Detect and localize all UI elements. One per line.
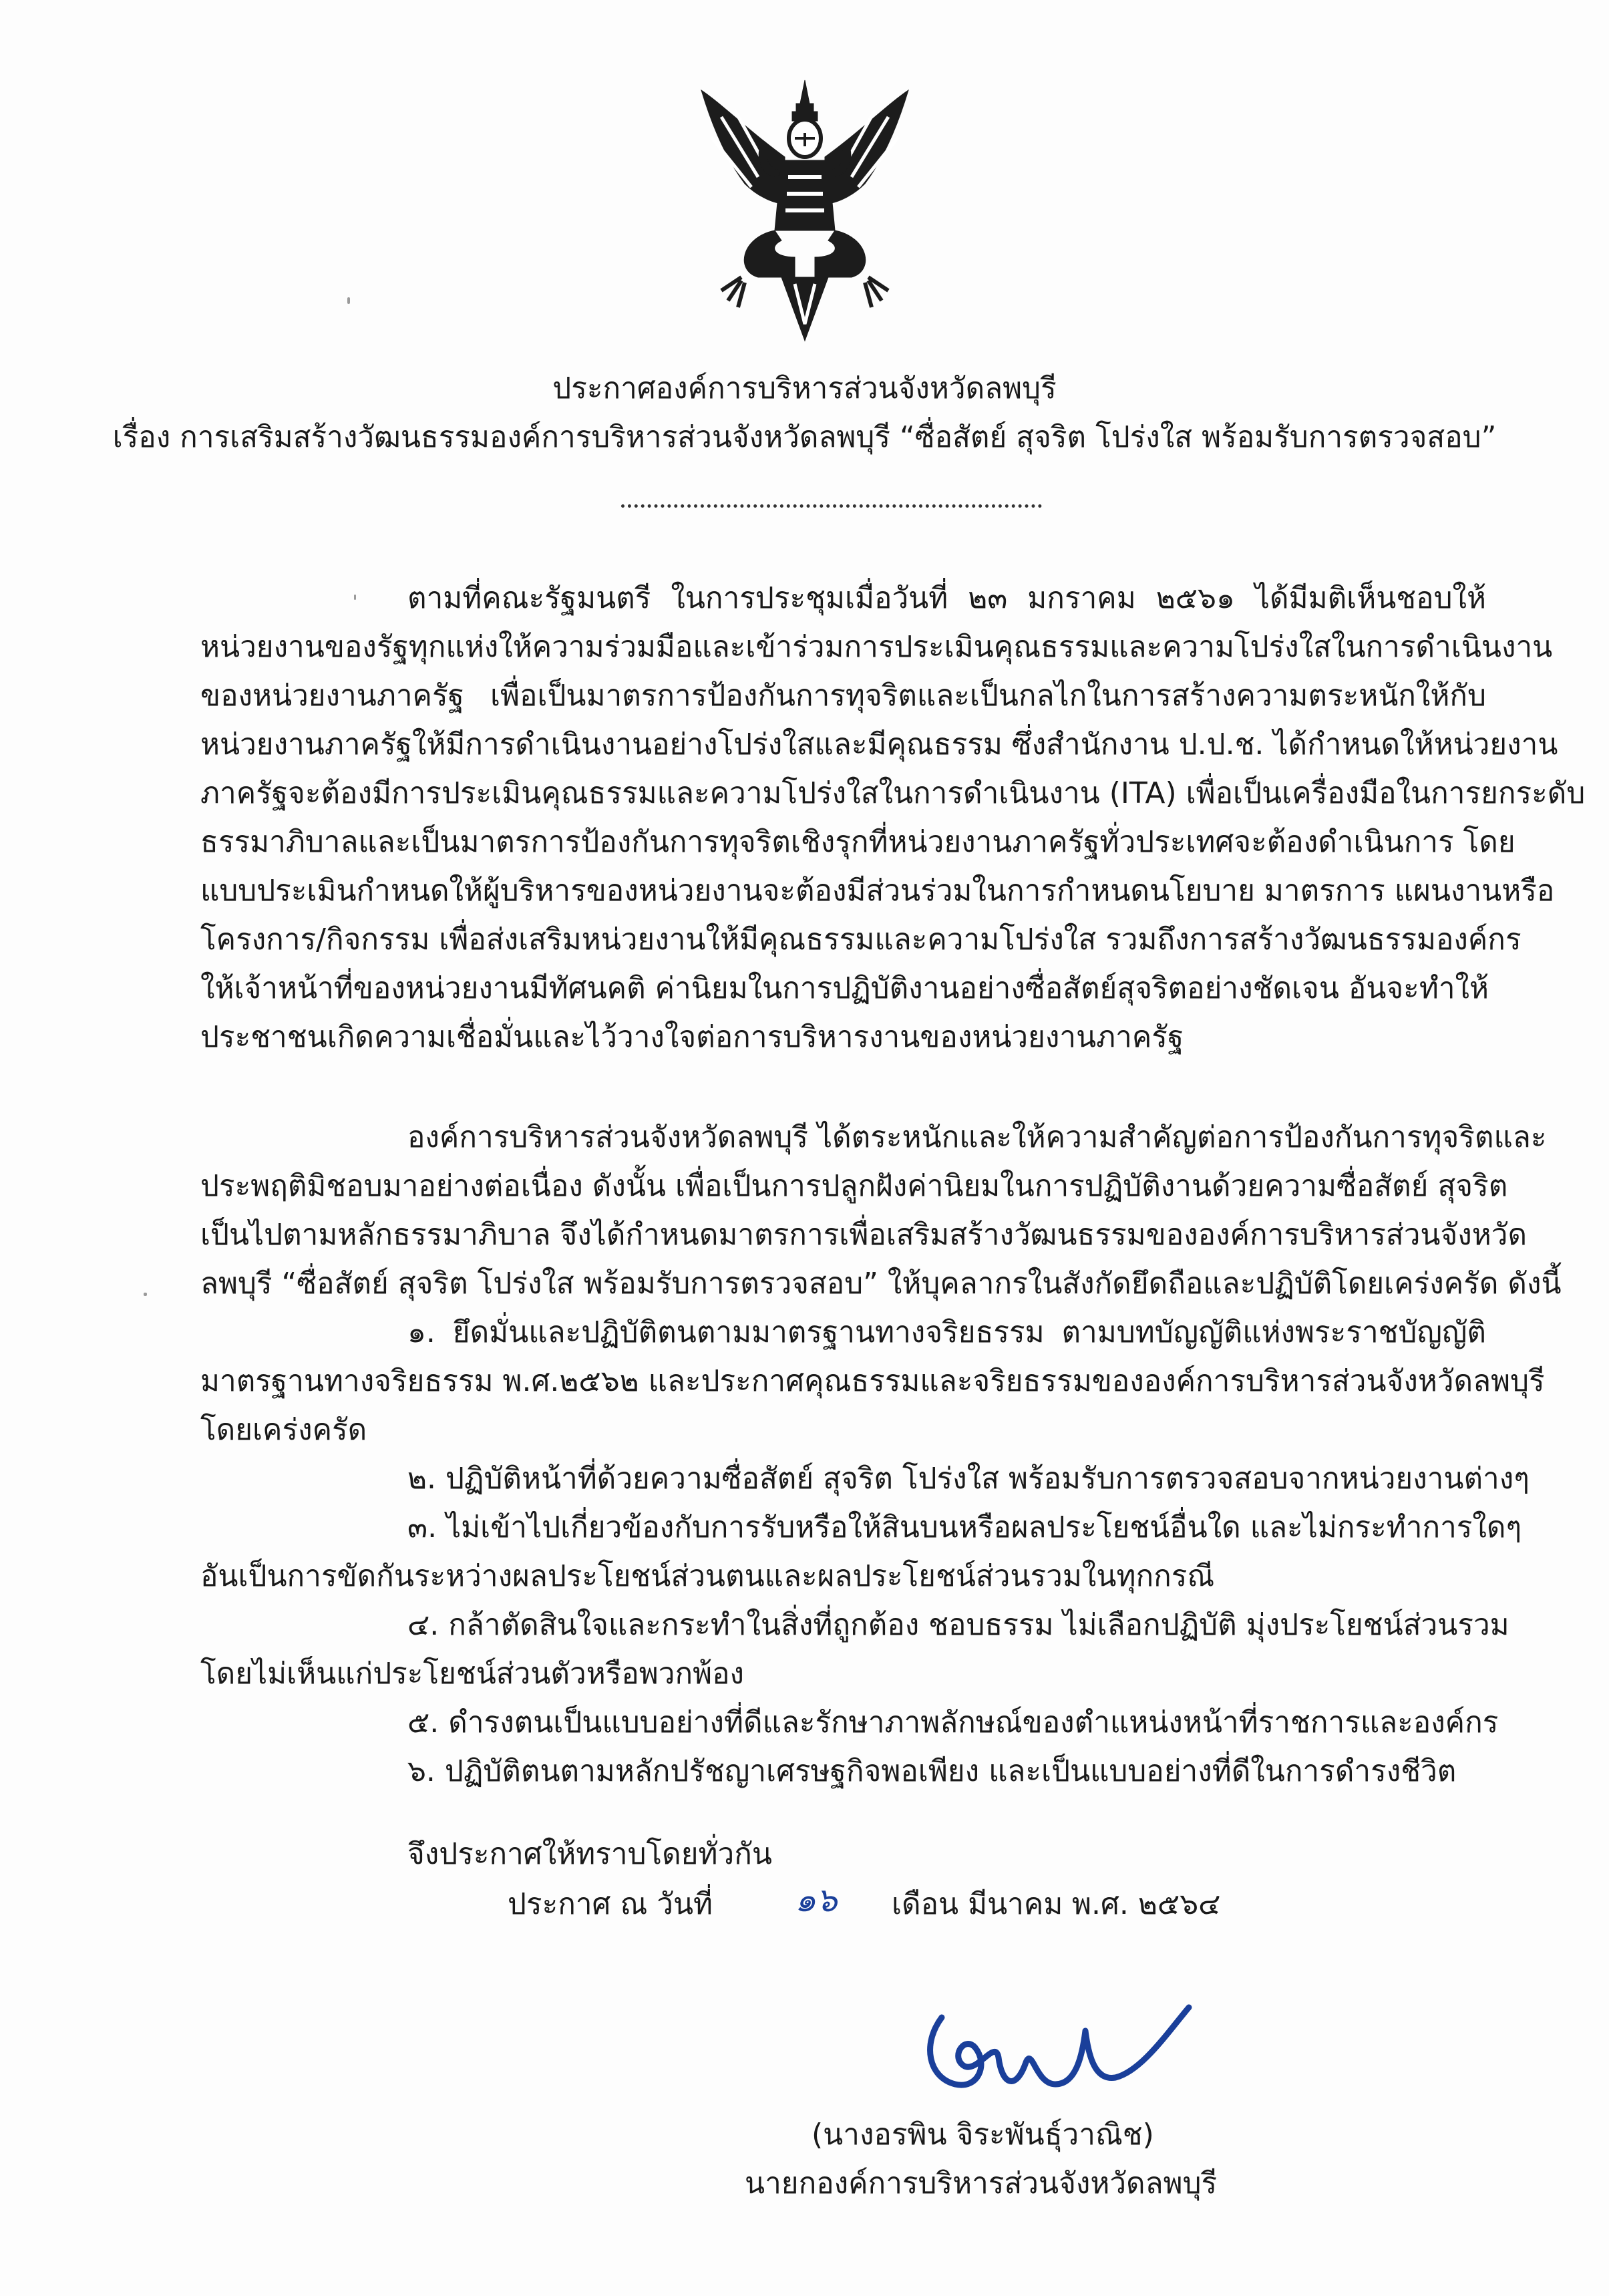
paragraph-1-line: ภาครัฐจะต้องมีการประเมินคุณธรรมและความโปร่งใสในการดำเนินงาน (ITA) เพื่อเป็นเครื่องมือในการยกระดับ [200, 776, 1586, 810]
paragraph-2-line: ประพฤติมิชอบมาอย่างต่อเนื่อง ดังนั้น เพื่อเป็นการปลูกฝังค่านิยมในการปฏิบัติงานด้วยความซื่อสัตย์ สุจริต [200, 1169, 1508, 1203]
paragraph-1-line: แบบประเมินกำหนดให้ผู้บริหารของหน่วยงานจะต้องมีส่วนร่วมในการกำหนดนโยบาย มาตรการ แผนงานหรือ [200, 874, 1555, 908]
measure-item-3: อันเป็นการขัดกันระหว่างผลประโยชน์ส่วนตนและผลประโยชน์ส่วนรวมในทุกกรณี [200, 1559, 1215, 1593]
paragraph-1-line: หน่วยงานภาครัฐให้มีการดำเนินงานอย่างโปร่งใสและมีคุณธรรม ซึ่งสำนักงาน ป.ป.ช. ได้กำหนดให้หน่วยงาน [200, 727, 1558, 762]
measure-item-4: ๔. กล้าตัดสินใจและกระทำในสิ่งที่ถูกต้อง ชอบธรรม ไม่เลือกปฏิบัติ มุ่งประโยชน์ส่วนรวม [407, 1608, 1509, 1642]
paragraph-1-line: โครงการ/กิจกรรม เพื่อส่งเสริมหน่วยงานให้มีคุณธรรมและความโปร่งใส รวมถึงการสร้างวัฒนธรรมองค์กร [200, 923, 1522, 957]
signature-icon [915, 1991, 1196, 2104]
measure-item-1: โดยเคร่งครัด [200, 1413, 367, 1447]
measure-item-4: โดยไม่เห็นแก่ประโยชน์ส่วนตัวหรือพวกพ้อง [200, 1657, 745, 1691]
closing-statement: จึงประกาศให้ทราบโดยทั่วกัน [407, 1837, 772, 1871]
paragraph-1-line: ประชาชนเกิดความเชื่อมั่นและไว้วางใจต่อการบริหารงานของหน่วยงานภาครัฐ [200, 1020, 1184, 1054]
paragraph-2-line: องค์การบริหารส่วนจังหวัดลพบุรี ได้ตระหนักและให้ความสำคัญต่อการป้องกันการทุจริตและ [407, 1120, 1547, 1154]
garuda-emblem-icon [695, 77, 915, 344]
date-year: พ.ศ. ๒๕๖๔ [1072, 1887, 1221, 1921]
paragraph-1-line: ของหน่วยงานภาครัฐ เพื่อเป็นมาตรการป้องกันการทุจริตและเป็นกลไกในการสร้างความตระหนักให้กับ [200, 679, 1486, 713]
scan-speck [347, 297, 350, 304]
paragraph-2-line: เป็นไปตามหลักธรรมาภิบาล จึงได้กำหนดมาตรการเพื่อเสริมสร้างวัฒนธรรมขององค์การบริหารส่วนจังหวัด [200, 1218, 1528, 1252]
paragraph-2-line: ลพบุรี “ซื่อสัตย์ สุจริต โปร่งใส พร้อมรับการตรวจสอบ” ให้บุคลากรในสังกัดยึดถือและปฏิบัติโดยเคร่งครัด ดังนี้ [200, 1267, 1562, 1301]
date-day-handwritten: ๑๖ [795, 1880, 838, 1919]
paragraph-1-line: หน่วยงานของรัฐทุกแห่งให้ความร่วมมือและเข้าร่วมการประเมินคุณธรรมและความโปร่งใสในการดำเนินงาน [200, 630, 1553, 664]
measure-item-1: มาตรฐานทางจริยธรรม พ.ศ.๒๕๖๒ และประกาศคุณธรรมและจริยธรรมขององค์การบริหารส่วนจังหวัดลพบุรี [200, 1364, 1545, 1398]
measure-item-3: ๓. ไม่เข้าไปเกี่ยวข้องกับการรับหรือให้สินบนหรือผลประโยชน์อื่นใด และไม่กระทำการใดๆ [407, 1510, 1522, 1544]
date-prefix: ประกาศ ณ วันที่ [508, 1887, 713, 1921]
measure-item-6: ๖. ปฏิบัติตนตามหลักปรัชญาเศรษฐกิจพอเพียง และเป็นแบบอย่างที่ดีในการดำรงชีวิต [407, 1754, 1457, 1788]
paragraph-1-line: ธรรมาภิบาลและเป็นมาตรการป้องกันการทุจริตเชิงรุกที่หน่วยงานภาครัฐทั่วประเทศจะต้องดำเนินการ โดย [200, 825, 1515, 859]
dotted-divider [621, 504, 1042, 508]
paragraph-1-line: ตามที่คณะรัฐมนตรี ในการประชุมเมื่อวันที่ ๒๓ มกราคม ๒๕๖๑ ได้มีมติเห็นชอบให้ [407, 581, 1486, 615]
scan-speck [354, 595, 356, 600]
announcement-title: ประกาศองค์การบริหารส่วนจังหวัดลพบุรี [552, 371, 1057, 405]
signatory-name: (นางอรพิน จิระพันธุ์วาณิช) [812, 2118, 1154, 2152]
paragraph-1-line: ให้เจ้าหน้าที่ของหน่วยงานมีทัศนคติ ค่านิยมในการปฏิบัติงานอย่างซื่อสัตย์สุจริตอย่างชัดเจน อันจะทำให้ [200, 971, 1489, 1005]
measure-item-5: ๕. ดำรงตนเป็นแบบอย่างที่ดีและรักษาภาพลักษณ์ของตำแหน่งหน้าที่ราชการและองค์กร [407, 1705, 1499, 1740]
measure-item-1: ๑. ยึดมั่นและปฏิบัติตนตามมาตรฐานทางจริยธรรม ตามบทบัญญัติแห่งพระราชบัญญัติ [407, 1315, 1486, 1349]
signatory-position: นายกองค์การบริหารส่วนจังหวัดลพบุรี [745, 2166, 1218, 2200]
measure-item-2: ๒. ปฏิบัติหน้าที่ด้วยความซื่อสัตย์ สุจริต โปร่งใส พร้อมรับการตรวจสอบจากหน่วยงานต่างๆ [407, 1462, 1530, 1496]
announcement-subject: เรื่อง การเสริมสร้างวัฒนธรรมองค์การบริหารส่วนจังหวัดลพบุรี “ซื่อสัตย์ สุจริต โปร่งใส พร้อมรับการตรวจสอบ” [112, 420, 1497, 454]
scan-speck [144, 1293, 147, 1296]
date-month: เดือน มีนาคม [892, 1887, 1063, 1921]
